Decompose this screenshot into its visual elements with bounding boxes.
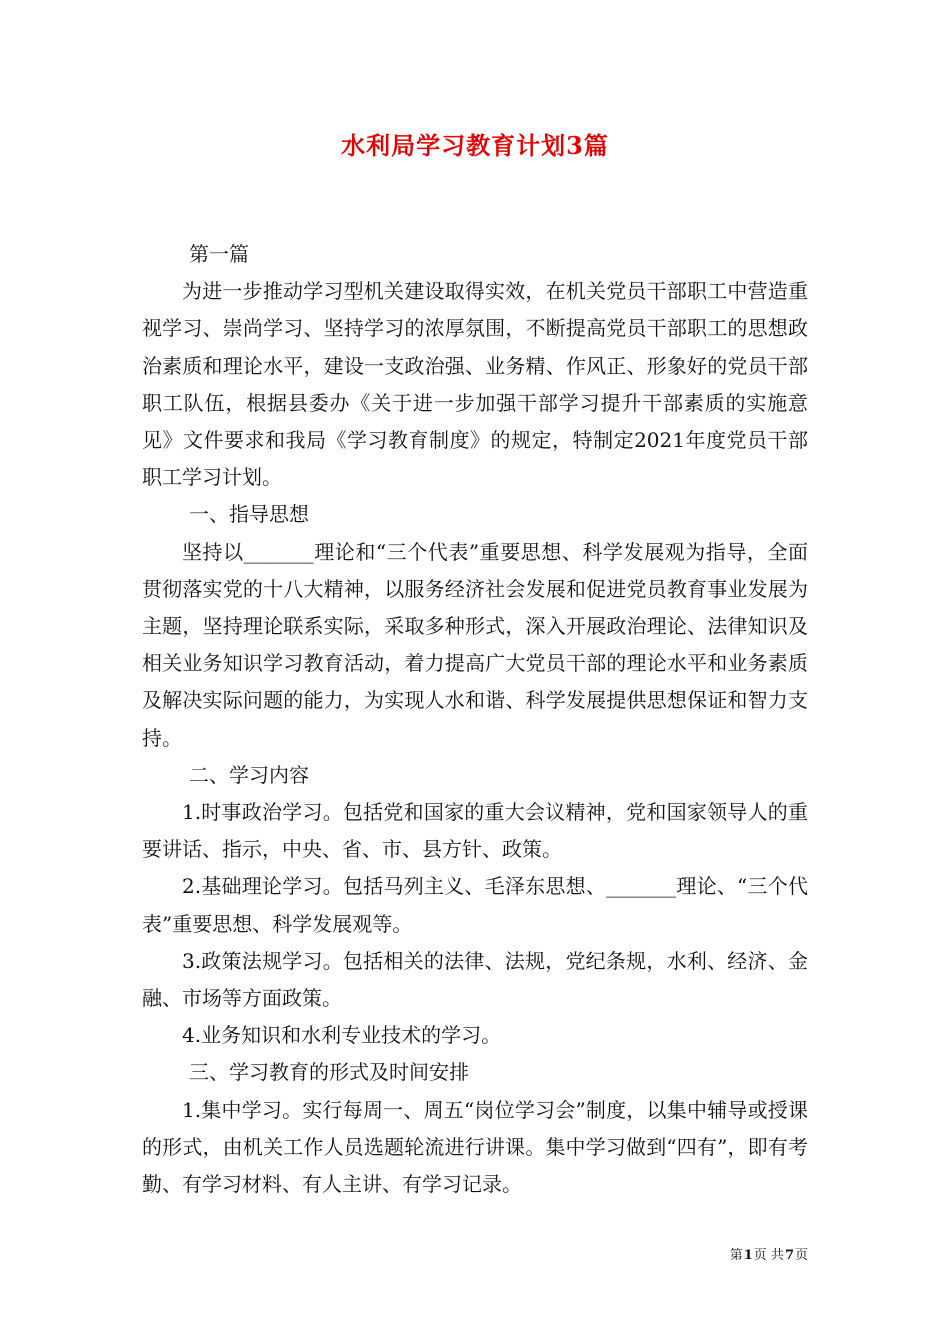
heading-guiding-thought: 一、指导思想 [189, 502, 309, 527]
list-item: 2.基础理论学习。包括马列主义、毛泽东思想、_______理论、“三个代表”重要思想、科学发展观等。 [142, 874, 808, 936]
page-number-middle: 页 共 [753, 1248, 784, 1263]
paragraph-intro: 为进一步推动学习型机关建设取得实效，在机关党员干部职工中营造重视学习、崇尚学习、坚持学习的浓厚氛围，不断提高党员干部职工的思想政治素质和理论水平，建设一支政治强、业务精、作风正、形象好的党员干部职工队伍，根据县委办《关于进一步加强干部学习提升干部素质的实施意见》文件要求和我局《学习教育制度》的规定，特制定2021年度党员干部职工学习计划。 [142, 279, 808, 490]
page-number-suffix: 页 [794, 1248, 808, 1263]
current-page-number: 1 [743, 1248, 753, 1263]
document-title: 水利局学习教育计划3篇 [341, 131, 609, 160]
list-item: 4.业务知识和水利专业技术的学习。 [182, 1023, 502, 1048]
document-body [142, 236, 808, 1203]
paragraph-guiding-thought: 坚持以_______理论和“三个代表”重要思想、科学发展观为指导，全面贯彻落实党的十八大精神，以服务经济社会发展和促进党员教育事业发展为主题，坚持理论联系实际，采取多种形式，深入开展政治理论、法律知识及相关业务知识学习教育活动，着力提高广大党员干部的理论水平和业务素质及解决实际问题的能力，为实现人水和谐、科学发展提供思想保证和智力支持。 [142, 539, 808, 750]
heading-study-content: 二、学习内容 [189, 762, 309, 787]
list-item: 3.政策法规学习。包括相关的法律、法规，党纪条规，水利、经济、金融、市场等方面政策。 [142, 948, 808, 1011]
list-item: 1.时事政治学习。包括党和国家的重大会议精神，党和国家领导人的重要讲话、指示，中央、省、市、县方针、政策。 [142, 800, 808, 862]
page-number-prefix: 第 [729, 1248, 743, 1263]
page-number [700, 1247, 808, 1265]
list-item: 1.集中学习。实行每周一、周五“岗位学习会”制度，以集中辅导或授课的形式，由机关工作人员选题轮流进行讲课。集中学习做到“四有”，即有考勤、有学习材料、有人主讲、有学习记录。 [142, 1097, 808, 1197]
section-label: 第一篇 [189, 242, 249, 266]
total-pages-number: 7 [784, 1248, 794, 1263]
heading-forms-schedule: 三、学习教育的形式及时间安排 [189, 1060, 469, 1085]
